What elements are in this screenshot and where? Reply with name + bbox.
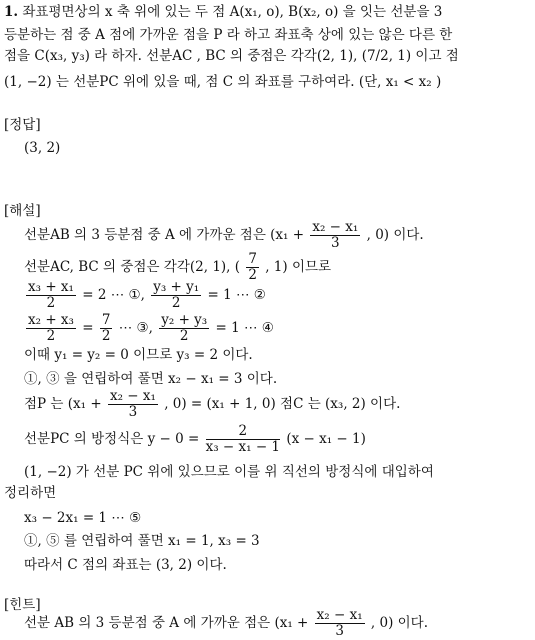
solution-line-1: 선분AB 의 3 등분점 중 A 에 가까운 점은 (x₁ + $\frac{\text{x₂ − x₁}}{3}$ , 0) 이다.: [24, 219, 424, 251]
answer-value: (3, 2): [24, 140, 61, 156]
fraction: $\frac{\text{x₂ − x₁}}{3}$: [316, 607, 363, 639]
hint-header: [힌트]: [4, 597, 41, 613]
solution-header: [해설]: [4, 203, 41, 219]
fraction: $\frac{\text{x₂ − x₁}}{3}$: [109, 388, 156, 420]
solution-line-9: (1, −2) 가 선분 PC 위에 있으므로 이를 위 직선의 방정식에 대입하여: [24, 464, 434, 480]
fraction: $\frac{\text{x₃ + x₁}}{2}$: [28, 279, 74, 311]
hint-line: 선분 AB 의 3 등분점 중 A 에 가까운 점은 (x₁ + $\frac{\text{x₂ − x₁}}{3}$ , 0) 이다.: [24, 607, 429, 639]
solution-line-13: 따라서 C 점의 좌표는 (3, 2) 이다.: [24, 557, 227, 573]
answer-header: [정답]: [4, 117, 41, 133]
fraction: $\frac{2}{\text{x₃ − x₁ − 1}}$: [205, 423, 281, 455]
solution-line-4: $\frac{\text{x₂ + x₃}}{2}$ = $\frac{7}{2}$ ⋯ ③, $\frac{\text{y₂ + y₃}}{2}$ = 1 ⋯ ④: [28, 312, 274, 344]
problem-line-1: [4, 4, 442, 20]
solution-line-10: 정리하면: [4, 485, 57, 501]
problem-line-2: 등분하는 점 중 A 점에 가까운 점을 P 라 하고 좌표축 상에 있는 않은 다른 한: [4, 27, 453, 43]
fraction: $\frac{\text{x₂ − x₁}}{3}$: [312, 219, 359, 251]
fraction: $\frac{\text{y₂ + y₃}}{2}$: [161, 312, 208, 344]
solution-line-11: x₃ − 2x₁ = 1 ⋯ ⑤: [24, 510, 142, 526]
fraction: $\frac{\text{x₂ + x₃}}{2}$: [28, 312, 74, 344]
problem-line-4: (1, −2) 는 선분PC 위에 있을 때, 점 C 의 좌표를 구하여라. (단, x₁ < x₂ ): [4, 74, 442, 90]
solution-line-7: 점P 는 (x₁ + $\frac{\text{x₂ − x₁}}{3}$ , 0) = (x₁ + 1, 0) 점C 는 (x₃, 2) 이다.: [24, 388, 401, 420]
solution-line-5: 이때 y₁ = y₂ = 0 이므로 y₃ = 2 이다.: [24, 347, 253, 363]
fraction: $\frac{7}{2}$: [248, 251, 257, 283]
problem-number: 1.: [4, 4, 19, 20]
problem-line-3: 점을 C(x₃, y₃) 라 하자. 선분AC , BC 의 중점은 각각(2, 1), (7/2, 1) 이고 점: [4, 48, 459, 64]
solution-line-12: ①, ⑤ 를 연립하여 풀면 x₁ = 1, x₃ = 3: [24, 533, 260, 549]
solution-line-3: $\frac{\text{x₃ + x₁}}{2}$ = 2 ⋯ ①, $\frac{\text{y₃ + y₁}}{2}$ = 1 ⋯ ②: [28, 279, 266, 311]
solution-line-8: 선분PC 의 방정식은 y − 0 = $\frac{2}{\text{x₃ − x₁ − 1}}$ (x − x₁ − 1): [24, 423, 366, 455]
fraction: $\frac{\text{y₃ + y₁}}{2}$: [153, 279, 200, 311]
fraction: $\frac{7}{2}$: [101, 312, 111, 344]
problem-text: 좌표평면상의 x 축 위에 있는 두 점 A(x₁, o), B(x₂, o) 을 잇는 선분을 3: [22, 4, 443, 20]
solution-line-6: ①, ③ 을 연립하여 풀면 x₂ − x₁ = 3 이다.: [24, 371, 278, 387]
solution-line-2: 선분AC, BC 의 중점은 각각(2, 1), ( $\frac{7}{2}$ , 1) 이므로: [24, 251, 332, 283]
